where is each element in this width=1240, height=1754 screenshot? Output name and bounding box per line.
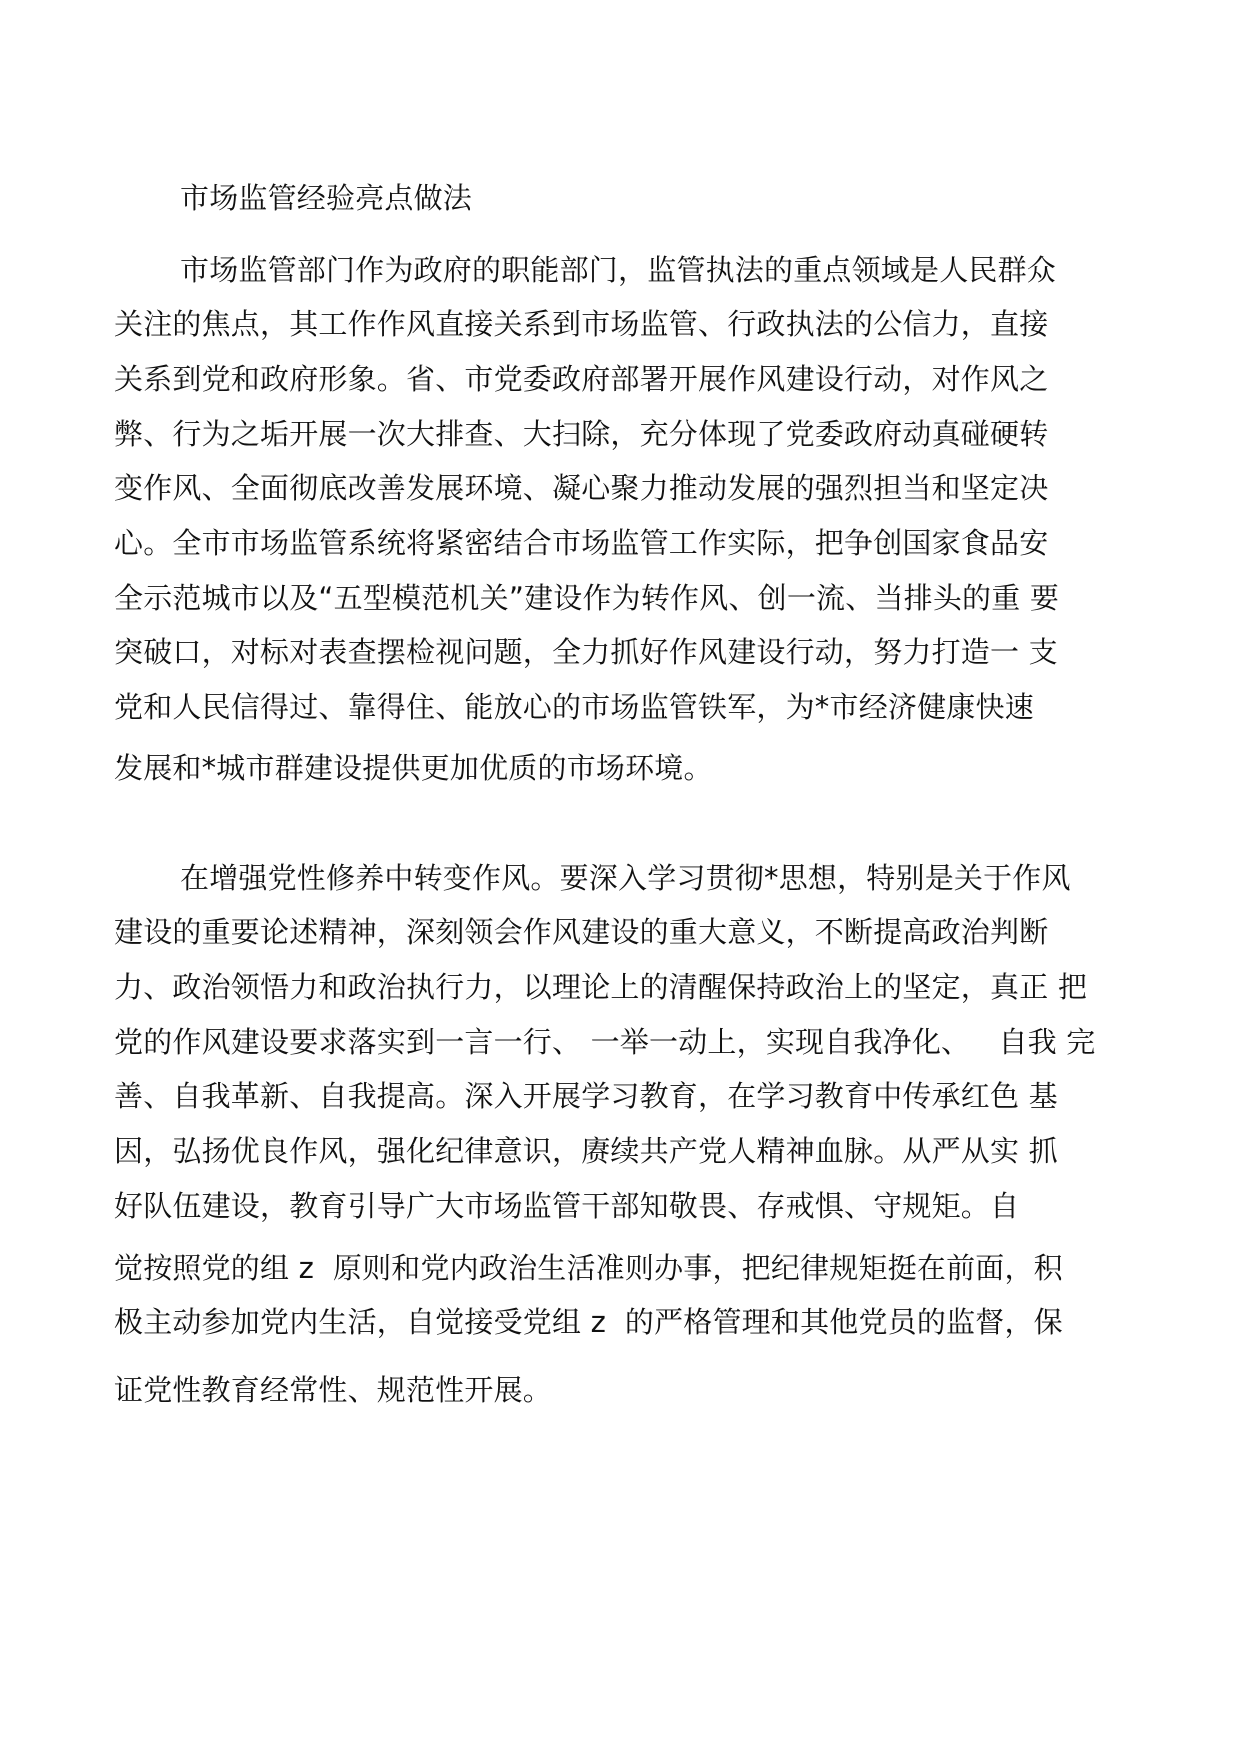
paragraph-line: 弊、行为之垢开展一次大排查、大扫除，充分体现了党委政府动真碰硬转 bbox=[114, 417, 1049, 451]
paragraph-line: 极主动参加党内生活，自觉接受党组 z 的严格管理和其他党员的监督，保 bbox=[114, 1305, 1063, 1339]
paragraph-line: 好队伍建设，教育引导广大市场监管干部知敬畏、存戒惧、守规矩。自 bbox=[114, 1189, 1020, 1223]
paragraph-line: 党和人民信得过、靠得住、能放心的市场监管铁军，为*市经济健康快速 bbox=[114, 690, 1034, 724]
paragraph-line: 全示范城市以及“五型模范机关”建设作为转作风、创一流、当排头的重 要 bbox=[114, 581, 1060, 615]
paragraph-line: 证党性教育经常性、规范性开展。 bbox=[114, 1373, 553, 1407]
paragraph-line: 善、自我革新、自我提高。深入开展学习教育，在学习教育中传承红色 基 bbox=[114, 1079, 1058, 1113]
document-title: 市场监管经验亮点做法 bbox=[180, 181, 473, 215]
paragraph-line: 觉按照党的组 z 原则和党内政治生活准则办事，把纪律规矩挺在前面，积 bbox=[114, 1251, 1063, 1285]
paragraph-line: 建设的重要论述精神，深刻领会作风建设的重大意义，不断提高政治判断 bbox=[114, 915, 1049, 949]
paragraph-line: 关系到党和政府形象。省、市党委政府部署开展作风建设行动，对作风之 bbox=[114, 362, 1049, 396]
paragraph-line: 在增强党性修养中转变作风。要深入学习贯彻*思想，特别是关于作风 bbox=[180, 861, 1071, 895]
paragraph-line: 变作风、全面彻底改善发展环境、凝心聚力推动发展的强烈担当和坚定决 bbox=[114, 471, 1049, 505]
paragraph-line: 市场监管部门作为政府的职能部门，监管执法的重点领域是人民群众 bbox=[180, 253, 1057, 287]
paragraph-line: 发展和*城市群建设提供更加优质的市场环境。 bbox=[114, 751, 713, 785]
paragraph-line: 党的作风建设要求落实到一言一行、 一举一动上，实现自我净化、 自我 完 bbox=[114, 1025, 1096, 1059]
paragraph-line: 心。全市市场监管系统将紧密结合市场监管工作实际，把争创国家食品安 bbox=[114, 526, 1049, 560]
paragraph-line: 突破口，对标对表查摆检视问题，全力抓好作风建设行动，努力打造一 支 bbox=[114, 635, 1058, 669]
paragraph-line: 力、政治领悟力和政治执行力，以理论上的清醒保持政治上的坚定，真正 把 bbox=[114, 970, 1088, 1004]
paragraph-line: 关注的焦点，其工作作风直接关系到市场监管、行政执法的公信力，直接 bbox=[114, 307, 1049, 341]
paragraph-line: 因，弘扬优良作风，强化纪律意识，赓续共产党人精神血脉。从严从实 抓 bbox=[114, 1134, 1058, 1168]
